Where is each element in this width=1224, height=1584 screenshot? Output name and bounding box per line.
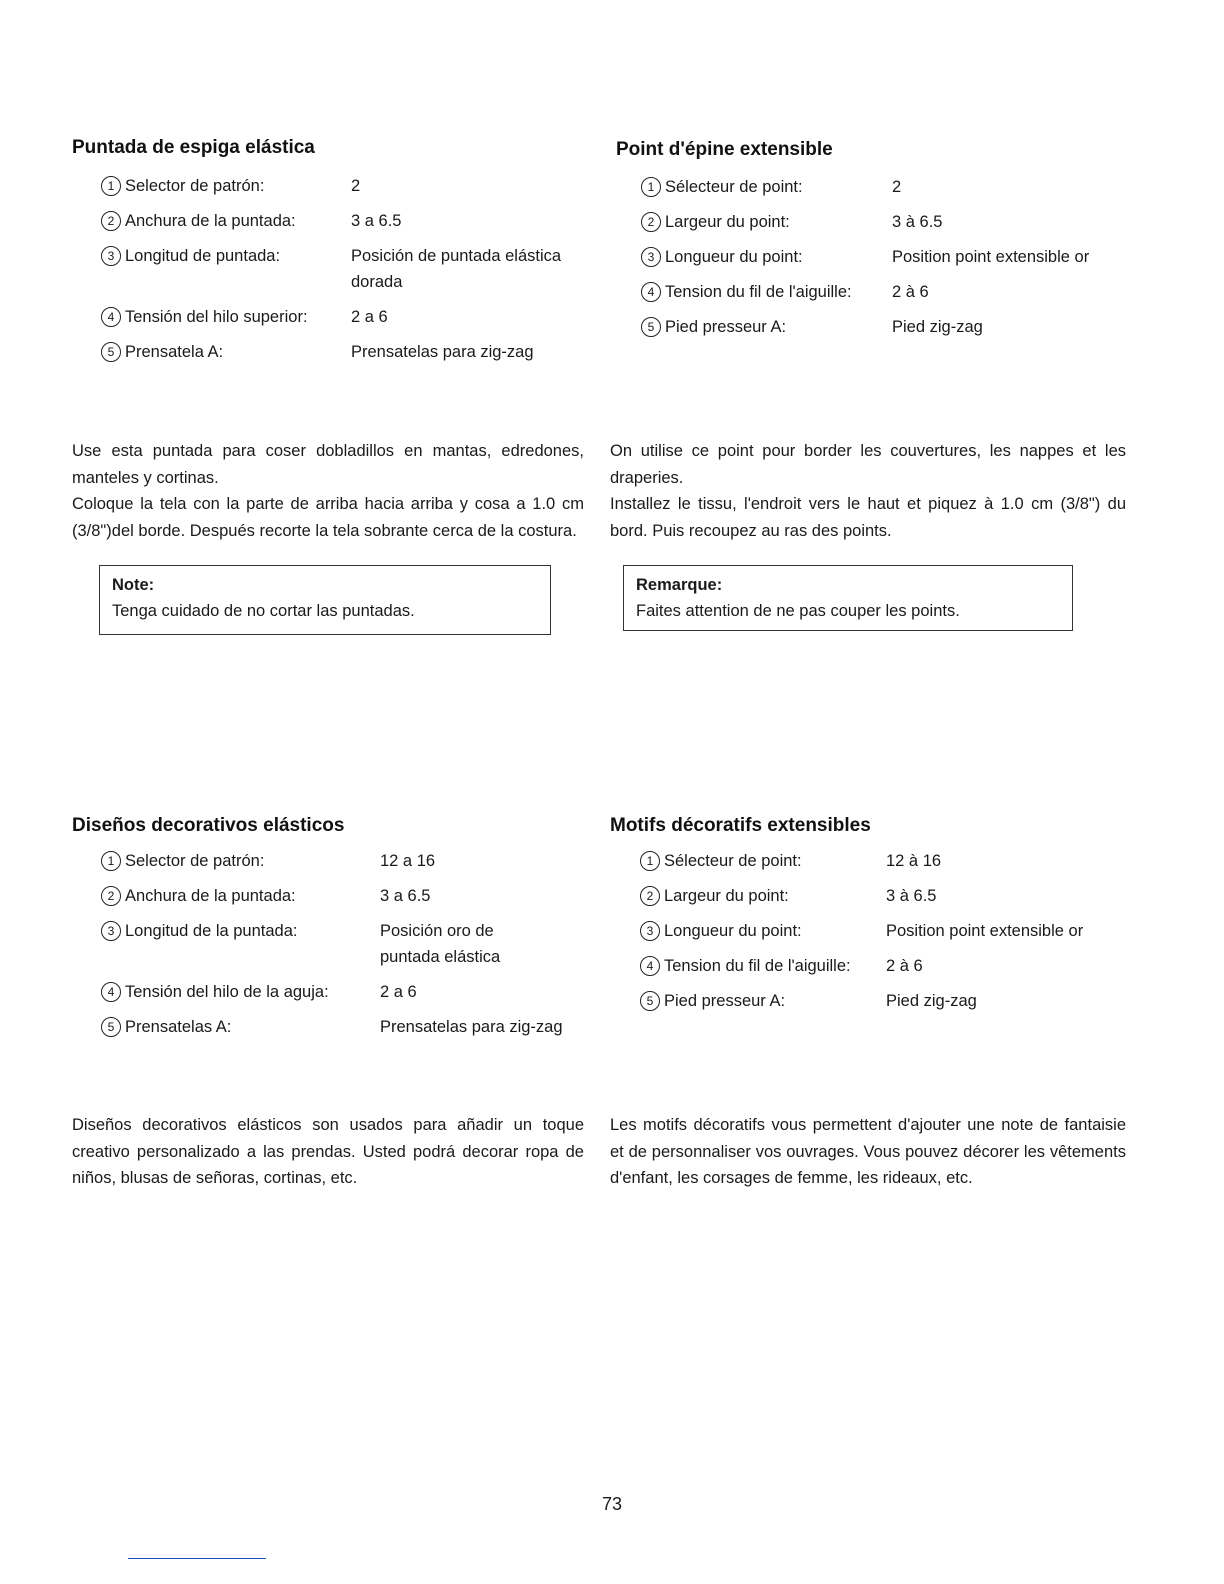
circled-number-5: 5	[101, 342, 121, 362]
circled-number-3: 3	[101, 921, 121, 941]
paragraph-motifs-fr: Les motifs décoratifs vous permettent d'ajouter une note de fantaisie et de personnaliser vos ouvrages. Vous pouvez décorer les vêtements d'enfant, les corsages de femme, les rideaux, etc.	[610, 1116, 1126, 1187]
circled-number-2: 2	[101, 211, 121, 231]
circled-number-1: 1	[101, 176, 121, 196]
note-box-es	[99, 565, 551, 635]
circled-number-2: 2	[640, 886, 660, 906]
setting-value: 2 a 6	[380, 983, 417, 1001]
bottom-rule	[128, 1558, 266, 1559]
setting-row	[640, 988, 1083, 1014]
setting-value: Posición oro de puntada elástica	[380, 922, 501, 966]
setting-value: 12 à 16	[886, 852, 942, 870]
circled-number-4: 4	[101, 982, 121, 1002]
circled-number-5: 5	[640, 991, 660, 1011]
setting-value: 2	[351, 177, 361, 195]
setting-row	[640, 848, 1083, 874]
circled-number-3: 3	[641, 247, 661, 267]
circled-number-3: 3	[640, 921, 660, 941]
setting-label: Longitud de puntada:	[125, 247, 281, 265]
setting-value: 2 à 6	[892, 283, 929, 301]
paragraph-epine-fr: On utilise ce point pour border les couvertures, les nappes et les draperies. Installez le tissu, l'endroit vers le haut et piquez à 1.0 cm (3/8") du bord. Puis recoupez au ras des points.	[610, 442, 1126, 540]
setting-row	[641, 244, 1089, 270]
circled-number-5: 5	[101, 1017, 121, 1037]
setting-value: Pied zig-zag	[892, 318, 983, 336]
setting-row	[101, 979, 563, 1005]
section-title-espiga-es: Puntada de espiga elástica	[72, 137, 315, 158]
section-title-epine-fr: Point d'épine extensible	[616, 139, 833, 160]
setting-label: Sélecteur de point:	[664, 852, 802, 870]
setting-label: Selector de patrón:	[125, 852, 265, 870]
note-text: Tenga cuidado de no cortar las puntadas.	[112, 602, 415, 620]
setting-label: Anchura de la puntada:	[125, 212, 296, 230]
circled-number-4: 4	[640, 956, 660, 976]
setting-row	[641, 314, 1089, 340]
circled-number-4: 4	[641, 282, 661, 302]
setting-value: Pied zig-zag	[886, 992, 977, 1010]
circled-number-3: 3	[101, 246, 121, 266]
circled-number-2: 2	[101, 886, 121, 906]
setting-label: Pied presseur A:	[665, 318, 787, 336]
setting-value: 3 a 6.5	[380, 887, 431, 905]
settings-list-espiga-es	[101, 173, 561, 374]
setting-label: Longueur du point:	[665, 248, 803, 266]
circled-number-4: 4	[101, 307, 121, 327]
setting-label: Tension du fil de l'aiguille:	[665, 283, 852, 301]
circled-number-1: 1	[640, 851, 660, 871]
setting-row	[641, 174, 1089, 200]
setting-row	[101, 918, 563, 970]
setting-label: Largeur du point:	[664, 887, 789, 905]
setting-row	[101, 339, 561, 365]
setting-label: Longitud de la puntada:	[125, 922, 298, 940]
setting-value: 3 à 6.5	[892, 213, 943, 231]
settings-list-motifs-fr	[640, 848, 1083, 1023]
setting-value: Posición de puntada elástica dorada	[351, 247, 562, 291]
setting-row	[101, 243, 561, 295]
setting-value: 3 à 6.5	[886, 887, 937, 905]
setting-row	[101, 304, 561, 330]
setting-label: Tensión del hilo de la aguja:	[125, 983, 329, 1001]
circled-number-1: 1	[641, 177, 661, 197]
setting-row	[101, 883, 563, 909]
page-number: 73	[601, 1494, 623, 1514]
setting-row	[640, 883, 1083, 909]
setting-row	[640, 918, 1083, 944]
setting-row	[101, 208, 561, 234]
setting-row	[640, 953, 1083, 979]
section-title-motifs-fr: Motifs décoratifs extensibles	[610, 815, 871, 836]
setting-label: Tension du fil de l'aiguille:	[664, 957, 851, 975]
setting-label: Prensatelas A:	[125, 1018, 232, 1036]
setting-value: 2 a 6	[351, 308, 388, 326]
setting-label: Longueur du point:	[664, 922, 802, 940]
circled-number-2: 2	[641, 212, 661, 232]
setting-label: Selector de patrón:	[125, 177, 265, 195]
setting-row	[101, 1014, 563, 1040]
note-box-fr	[623, 565, 1073, 631]
setting-value: 2 à 6	[886, 957, 923, 975]
setting-row	[101, 848, 563, 874]
circled-number-5: 5	[641, 317, 661, 337]
setting-value: Position point extensible or	[886, 922, 1084, 940]
setting-row	[101, 173, 561, 199]
note-text: Faites attention de ne pas couper les points.	[636, 602, 960, 620]
setting-value: Position point extensible or	[892, 248, 1090, 266]
setting-label: Sélecteur de point:	[665, 178, 803, 196]
setting-label: Prensatela A:	[125, 343, 224, 361]
setting-value: 2	[892, 178, 902, 196]
note-title: Remarque:	[636, 576, 723, 594]
setting-label: Anchura de la puntada:	[125, 887, 296, 905]
note-title: Note:	[112, 576, 155, 594]
settings-list-epine-fr	[641, 174, 1089, 349]
setting-row	[641, 209, 1089, 235]
setting-value: Prensatelas para zig-zag	[380, 1018, 563, 1036]
paragraph-disenos-es: Diseños decorativos elásticos son usados para añadir un toque creativo personalizado a las prendas. Usted podrá decorar ropa de niños, blusas de señoras, cortinas, etc.	[72, 1116, 584, 1187]
setting-row	[641, 279, 1089, 305]
setting-label: Pied presseur A:	[664, 992, 786, 1010]
paragraph-espiga-es: Use esta puntada para coser dobladillos en mantas, edredones, manteles y cortinas. Coloque la tela con la parte de arriba hacia arriba y cosa a 1.0 cm (3/8")del borde. Después recorte la tela sobrante cerca de la costura.	[72, 442, 584, 540]
setting-label: Largeur du point:	[665, 213, 790, 231]
setting-value: 12 a 16	[380, 852, 436, 870]
setting-value: 3 a 6.5	[351, 212, 402, 230]
setting-label: Tensión del hilo superior:	[125, 308, 308, 326]
settings-list-disenos-es	[101, 848, 563, 1049]
section-title-disenos-es: Diseños decorativos elásticos	[72, 815, 345, 836]
circled-number-1: 1	[101, 851, 121, 871]
setting-value: Prensatelas para zig-zag	[351, 343, 534, 361]
